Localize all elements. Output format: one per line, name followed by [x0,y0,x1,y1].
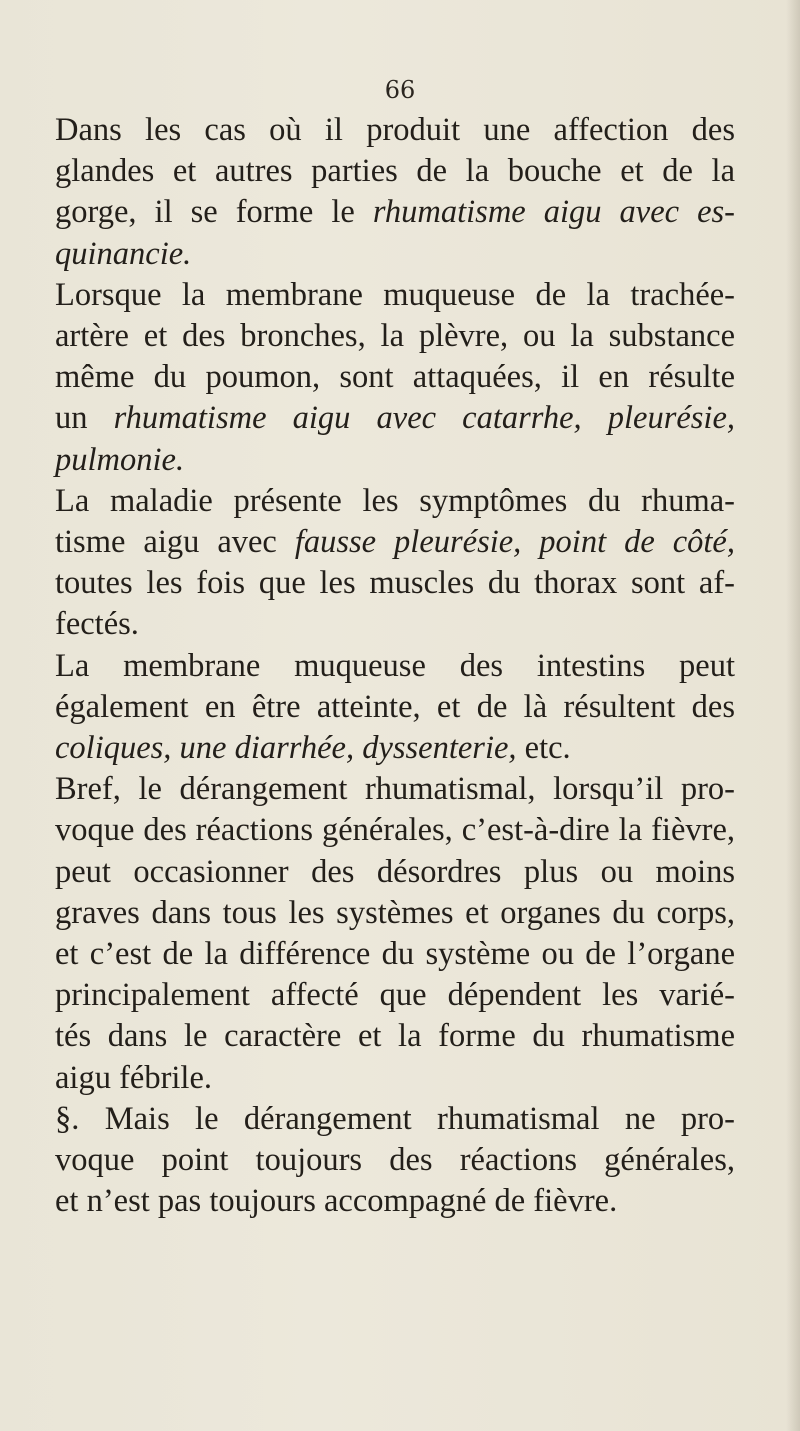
italic-text: rhumatisme aigu avec es- [372,194,735,231]
text-line [55,1140,735,1181]
text-line [55,522,735,563]
text-line [55,398,735,439]
text-segment: glandes et autres parties de la bouche et de la [55,153,735,190]
text-segment: gorge, il se forme le [55,194,373,231]
text-segment: un [55,400,114,437]
text-line [55,975,735,1016]
italic-text: pulmonie. [55,441,185,478]
text-line [55,440,735,481]
text-segment: aigu fébrile. [55,1059,213,1096]
text-line [55,357,735,398]
text-line [55,1099,735,1140]
text-line [55,563,735,604]
text-segment: fectés. [55,606,139,643]
text-line [55,316,735,357]
text-segment: Lorsque la membrane muqueuse de la trachée- [55,276,735,313]
text-segment: et n’est pas toujours accompagné de fièvre. [55,1183,618,1220]
text-line [55,151,735,192]
page-edge-shadow [786,0,800,1431]
text-segment: tisme aigu avec [55,524,295,561]
text-segment: même du poumon, sont attaquées, il en résulte [55,359,735,396]
text-segment: tés dans le caractère et la forme du rhumatisme [55,1018,735,1055]
text-segment: peut occasionner des désordres plus ou moins [55,853,735,890]
text-segment: Dans les cas où il produit une affection des [55,112,735,148]
text-line [55,192,735,233]
text-line [55,769,735,810]
text-segment: toutes les fois que les muscles du thorax sont af- [55,565,735,602]
text-segment: etc. [516,730,571,767]
text-line [55,275,735,316]
text-segment: §. Mais le dérangement rhumatismal ne pro- [55,1100,735,1137]
italic-text: quinancie. [55,235,192,272]
text-line [55,481,735,522]
italic-text: rhumatisme aigu avec catarrhe, pleurésie, [113,400,736,437]
text-segment: graves dans tous les systèmes et organes du corps, [55,894,735,931]
text-line [55,687,735,728]
text-segment: et c’est de la différence du système ou de l’organe [55,936,735,973]
text-segment: La maladie présente les symptômes du rhuma- [55,482,735,519]
text-segment: principalement affecté que dépendent les varié- [55,977,735,1014]
text-line [55,810,735,851]
text-line [55,1181,735,1222]
text-line [55,1058,735,1099]
text-segment: voque des réactions générales, c’est-à-dire la fièvre, [55,812,735,849]
text-line [55,234,735,275]
body-text [55,110,735,1222]
text-segment: artère et des bronches, la plèvre, ou la substance [55,318,735,355]
text-line [55,646,735,687]
text-segment: voque point toujours des réactions générales, [55,1142,735,1179]
page-number: 66 [384,76,416,104]
italic-text: fausse pleurésie, point de côté, [294,524,735,561]
text-line [55,110,735,151]
text-line [55,893,735,934]
text-segment: La membrane muqueuse des intestins peut [55,647,735,684]
text-segment: également en être atteinte, et de là résultent des [55,688,735,725]
text-segment: Bref, le dérangement rhumatismal, lorsqu’il pro- [55,771,735,808]
text-line [55,604,735,645]
italic-text: coliques, une diarrhée, dyssenterie, [55,730,517,767]
text-line [55,728,735,769]
text-line [55,852,735,893]
text-line [55,934,735,975]
text-line [55,1016,735,1057]
